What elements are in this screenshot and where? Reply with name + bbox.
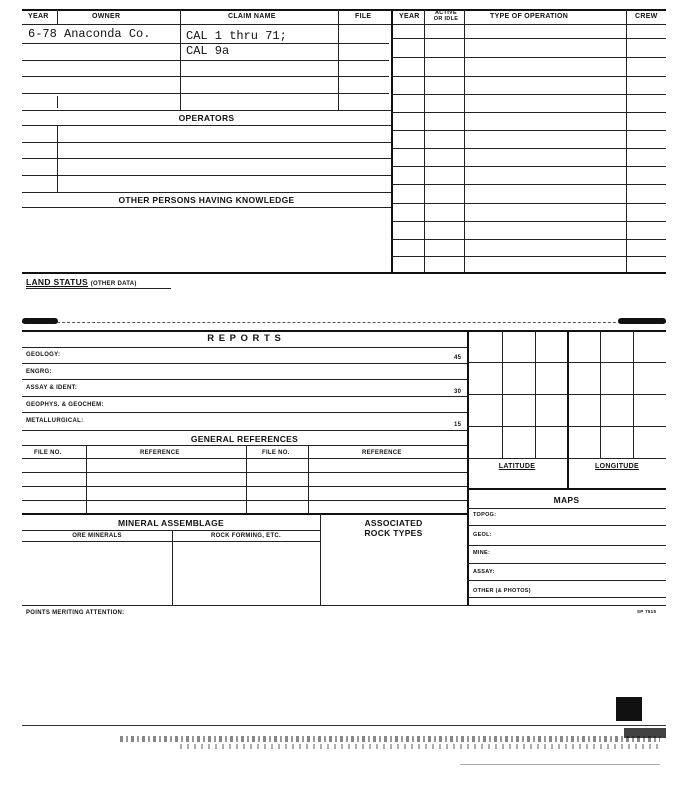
map-row-line — [467, 580, 666, 581]
map-assay-label: ASSAY: — [473, 569, 495, 575]
header-sep — [57, 9, 58, 24]
map-row-line — [467, 525, 666, 526]
associated-label-line1: ASSOCIATED — [364, 518, 423, 528]
ink-blot — [22, 318, 58, 324]
maps-heading-rule — [467, 508, 666, 509]
ink-blot — [618, 318, 666, 324]
year-owner-entry: 6-78 Anaconda Co. — [28, 27, 151, 41]
other-persons-heading: OTHER PERSONS HAVING KNOWLEDGE — [118, 195, 295, 205]
land-status-title: LAND STATUS — [26, 277, 89, 287]
form-number: SP 7515 — [637, 609, 657, 614]
entry-row-line — [22, 60, 389, 61]
reference-col-sep — [86, 445, 87, 513]
operation-row-line — [391, 76, 666, 77]
year-header: YEAR — [28, 13, 49, 20]
scan-noise — [180, 744, 660, 749]
active-header-line1: ACTIVE — [435, 10, 457, 16]
report-row-line — [22, 430, 467, 431]
report-geophys-label: GEOPHYS. & GEOCHEM: — [26, 402, 104, 408]
header-sep — [180, 9, 181, 24]
operation-row-line — [391, 130, 666, 131]
header-bottom-rule — [22, 24, 666, 25]
type-crew-sep — [626, 9, 627, 273]
operation-row-line — [391, 38, 666, 39]
reports-heading-rule — [22, 347, 467, 348]
claim-entry-line1: CAL 1 thru 71; — [186, 29, 287, 43]
longitude-label: LONGITUDE — [595, 463, 639, 470]
claim-entry-line2: CAL 9a — [186, 44, 230, 58]
report-row-line — [22, 396, 467, 397]
operation-row-line — [391, 184, 666, 185]
entry-row-line — [22, 93, 389, 94]
report-row-line — [22, 363, 467, 364]
report-geology-num: 45 — [454, 355, 462, 361]
reference-col-1: REFERENCE — [140, 450, 180, 456]
separator-rule — [22, 322, 666, 323]
file-no-col-2: FILE NO. — [262, 450, 290, 456]
report-metallurgical-num: 15 — [454, 422, 462, 428]
active-header-line2: OR IDLE — [433, 16, 459, 22]
map-row-line — [467, 545, 666, 546]
year-active-sep — [424, 9, 425, 273]
associated-label-line2: ROCK TYPES — [364, 528, 423, 538]
claim-file-sep — [338, 24, 339, 110]
general-references-heading: GENERAL REFERENCES — [190, 434, 299, 444]
report-metallurgical-label: METALLURGICAL: — [26, 418, 84, 424]
map-row-line — [467, 597, 666, 598]
crew-header: CREW — [635, 13, 658, 20]
owner-claim-sep — [180, 24, 181, 110]
operation-row-line — [391, 94, 666, 95]
map-other-label: OTHER (& PHOTOS) — [473, 588, 531, 594]
reference-col-2: REFERENCE — [362, 450, 402, 456]
reference-row-line — [22, 472, 467, 473]
header-sep — [338, 9, 339, 24]
report-assay-num: 30 — [454, 389, 462, 395]
map-row-line — [467, 563, 666, 564]
reference-row-line — [22, 500, 467, 501]
reports-top-rule — [22, 330, 666, 332]
land-status-underline — [26, 288, 171, 289]
location-grid-line — [467, 362, 666, 363]
operators-top-rule — [22, 110, 391, 111]
mineral-heading-rule — [22, 530, 320, 531]
year-owner-tick — [57, 96, 58, 108]
top-section-bottom-rule — [22, 272, 666, 274]
land-status-subtitle: (OTHER DATA) — [90, 281, 137, 287]
other-persons-top-rule — [22, 192, 391, 193]
maps-top-rule — [467, 488, 666, 490]
scan-noise — [460, 764, 660, 765]
scan-streak-line — [22, 725, 666, 726]
mineral-col-sep — [172, 530, 173, 606]
ink-blot — [616, 697, 642, 721]
type-of-operation-header: TYPE OF OPERATION — [490, 13, 569, 20]
right-panel-divider — [467, 330, 469, 606]
latitude-label: LATITUDE — [498, 463, 536, 470]
maps-heading: MAPS — [553, 495, 580, 505]
entry-row-line — [22, 43, 389, 44]
entry-row-line — [22, 76, 389, 77]
points-meriting-attention-label: POINTS MERITING ATTENTION: — [26, 610, 125, 616]
operation-row-line — [391, 221, 666, 222]
report-assay-label: ASSAY & IDENT: — [26, 385, 78, 391]
report-row-line — [22, 379, 467, 380]
operation-row-line — [391, 256, 666, 257]
report-geology-label: GEOLOGY: — [26, 352, 61, 358]
location-grid-line — [467, 458, 666, 459]
land-status-label — [26, 277, 137, 287]
operation-row-line — [391, 166, 666, 167]
location-grid-center-line — [567, 330, 569, 488]
rock-forming-label: ROCK FORMING, ETC. — [210, 533, 282, 539]
year2-header: YEAR — [399, 13, 420, 20]
reference-col-sep — [246, 445, 247, 513]
operation-row-line — [391, 112, 666, 113]
reference-row-line — [22, 486, 467, 487]
operator-row-line — [22, 175, 391, 176]
mineral-subheading-rule — [22, 541, 320, 542]
operation-row-line — [391, 203, 666, 204]
reports-heading: R E P O R T S — [207, 333, 282, 344]
other-persons-bottom-rule — [22, 207, 391, 208]
file-header: FILE — [355, 13, 372, 20]
lower-section-bottom-rule — [22, 605, 666, 606]
ink-blot — [624, 728, 666, 738]
owner-header: OWNER — [92, 13, 121, 20]
ore-minerals-label: ORE MINERALS — [72, 533, 122, 539]
reference-col-sep — [308, 445, 309, 513]
operation-row-line — [391, 239, 666, 240]
mineral-top-rule — [22, 513, 467, 515]
map-topog-label: TOPOG: — [473, 512, 497, 518]
scan-noise — [120, 736, 660, 742]
report-row-line — [22, 412, 467, 413]
file-no-col-1: FILE NO. — [34, 450, 62, 456]
operator-row-line — [22, 158, 391, 159]
location-grid-line — [467, 426, 666, 427]
operators-bottom-rule — [22, 125, 391, 126]
main-vertical-divider — [391, 9, 393, 273]
location-grid-line — [467, 394, 666, 395]
active-type-sep — [464, 9, 465, 273]
operator-row-line — [22, 142, 391, 143]
operation-row-line — [391, 57, 666, 58]
map-geol-label: GEOL: — [473, 532, 492, 538]
claim-name-header: CLAIM NAME — [228, 13, 276, 20]
operation-row-line — [391, 148, 666, 149]
report-engrg-label: ENGRG: — [26, 369, 52, 375]
top-border — [22, 9, 666, 11]
operators-heading: OPERATORS — [178, 113, 235, 123]
map-mine-label: MINE: — [473, 550, 491, 556]
reference-row-line — [22, 458, 467, 459]
general-references-rule — [22, 445, 467, 446]
mineral-assemblage-heading: MINERAL ASSEMBLAGE — [118, 518, 224, 528]
operator-year-sep — [57, 125, 58, 192]
